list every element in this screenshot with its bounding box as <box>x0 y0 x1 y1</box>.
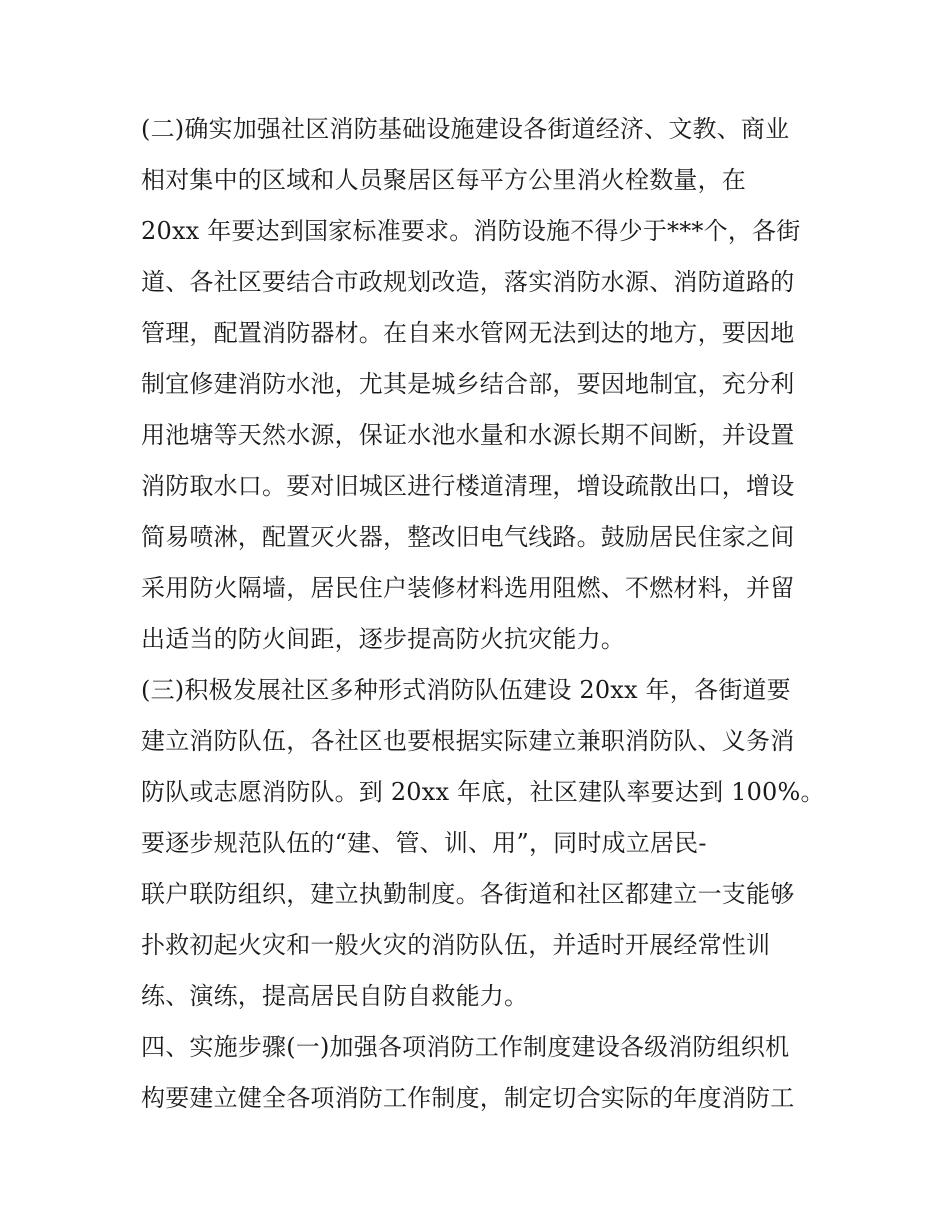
text-line: 防队或志愿消防队。到 20xx 年底，社区建队率要达到 100%。 <box>141 778 825 806</box>
text-line: 构要建立健全各项消防工作制度，制定切合实际的年度消防工 <box>141 1084 795 1112</box>
text-line: 管理，配置消防器材。在自来水管网无法到达的地方，要因地 <box>141 319 795 347</box>
text-line: 出适当的防火间距，逐步提高防火抗灾能力。 <box>141 625 625 653</box>
text-line: (三)积极发展社区多种形式消防队伍建设 20xx 年，各街道要 <box>141 676 791 704</box>
text-line: 练、演练，提高居民自防自救能力。 <box>141 982 529 1010</box>
text-line: 采用防火隔墙，居民住户装修材料选用阻燃、不燃材料，并留 <box>141 574 795 602</box>
text-line: (二)确实加强社区消防基础设施建设各街道经济、文教、商业 <box>141 115 790 143</box>
text-line: 20xx 年要达到国家标准要求。消防设施不得少于***个，各街 <box>141 217 801 245</box>
text-line: 要逐步规范队伍的“建、管、训、用”，同时成立居民- <box>141 829 707 857</box>
text-line: 相对集中的区域和人员聚居区每平方公里消火栓数量，在 <box>141 166 746 194</box>
text-line: 建立消防队伍，各社区也要根据实际建立兼职消防队、义务消 <box>141 727 795 755</box>
text-line: 简易喷淋，配置灭火器，整改旧电气线路。鼓励居民住家之间 <box>141 523 795 551</box>
text-line: 四、实施步骤(一)加强各项消防工作制度建设各级消防组织机 <box>141 1033 790 1061</box>
text-line: 消防取水口。要对旧城区进行楼道清理，增设疏散出口，增设 <box>141 472 795 500</box>
text-line: 制宜修建消防水池，尤其是城乡结合部，要因地制宜，充分利 <box>141 370 795 398</box>
text-line: 扑救初起火灾和一般火灾的消防队伍，并适时开展经常性训 <box>141 931 771 959</box>
text-line: 联户联防组织，建立执勤制度。各街道和社区都建立一支能够 <box>141 880 795 908</box>
text-line: 道、各社区要结合市政规划改造，落实消防水源、消防道路的 <box>141 268 795 296</box>
text-line: 用池塘等天然水源，保证水池水量和水源长期不间断，并设置 <box>141 421 795 449</box>
